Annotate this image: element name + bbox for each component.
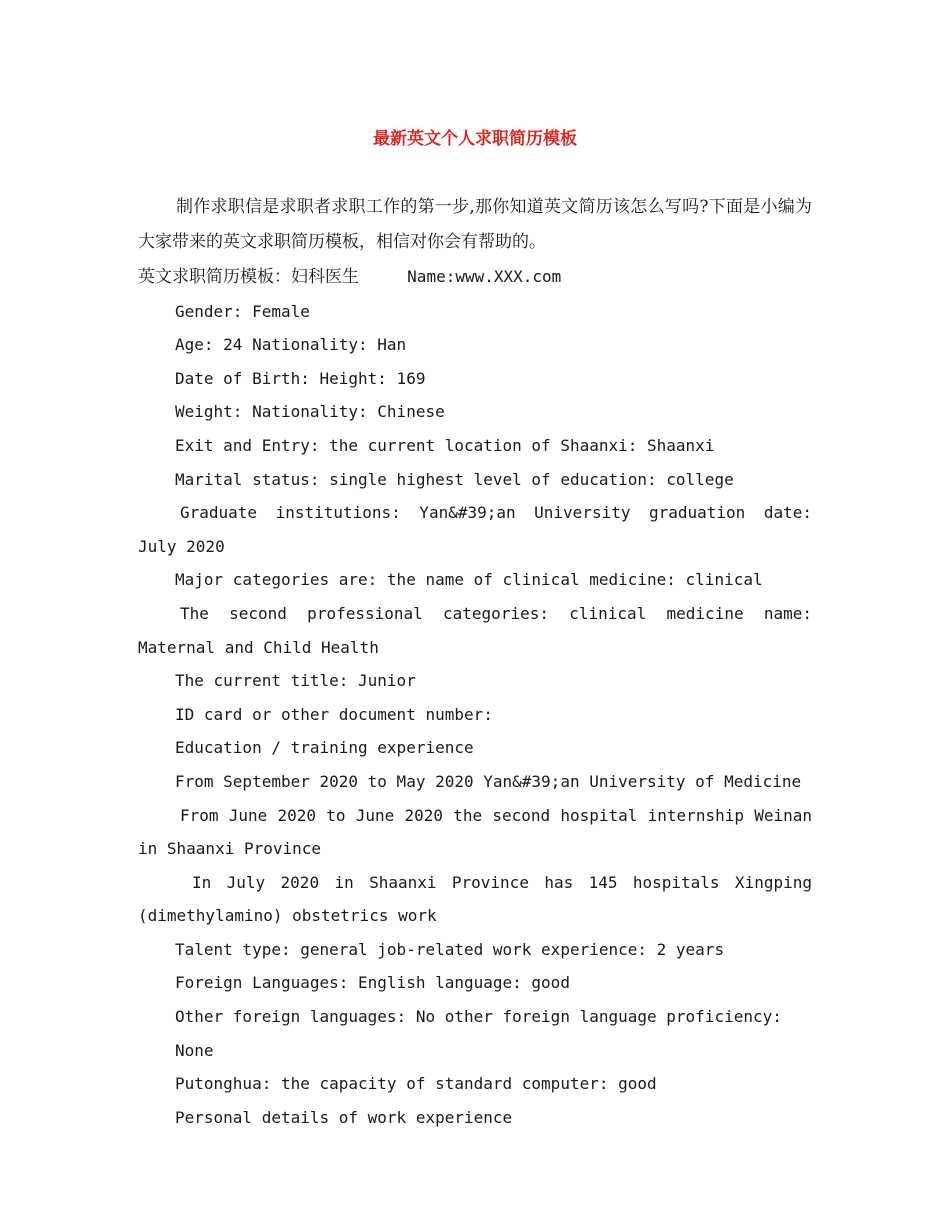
- template-heading-line: [138, 260, 812, 295]
- education-heading-line: Education / training experience: [175, 738, 474, 758]
- name-field: Name:www.XXX.com: [407, 267, 562, 286]
- id-card-line: ID card or other document number:: [175, 704, 493, 724]
- template-heading: 英文求职简历模板：妇科医生: [138, 267, 359, 287]
- other-languages-line: Other foreign languages: No other foreign language proficiency: None: [175, 1007, 792, 1060]
- birth-height-line: Date of Birth: Height: 169: [175, 368, 426, 388]
- gender-line: Gender: Female: [175, 301, 310, 321]
- putonghua-line: Putonghua: the capacity of standard computer: good: [175, 1074, 657, 1094]
- document-title: 最新英文个人求职简历模板: [373, 129, 577, 149]
- work-experience-heading-line: Personal details of work experience: [175, 1107, 513, 1127]
- foreign-language-line: Foreign Languages: English language: good: [175, 973, 570, 993]
- location-line: Exit and Entry: the current location of Shaanxi: Shaanxi: [175, 435, 715, 455]
- age-line: Age: 24 Nationality: Han: [175, 335, 407, 355]
- document-body: [138, 190, 822, 1134]
- intro-paragraph: 制作求职信是求职者求职工作的第一步,那你知道英文简历该怎么写吗?下面是小编为大家带来的英文求职简历模板，相信对你会有帮助的。: [138, 197, 812, 252]
- talent-type-line: Talent type: general job-related work experience: 2 years: [175, 939, 725, 959]
- weight-line: Weight: Nationality: Chinese: [175, 402, 445, 422]
- major-categories-line: Major categories are: the name of clinical medicine: clinical: [175, 570, 763, 590]
- work-entry-1: In July 2020 in Shaanxi Province has 145 hospitals Xingping (dimethylamino) obstetrics work: [138, 872, 822, 926]
- marital-status-line: Marital status: single highest level of education: college: [175, 469, 734, 489]
- graduate-institution-line: Graduate institutions: Yan&#39;an University graduation date: July 2020: [138, 503, 822, 556]
- education-entry-1: From September 2020 to May 2020 Yan&#39;an University of Medicine: [175, 771, 802, 791]
- education-entry-2: From June 2020 to June 2020 the second hospital internship Weinan in Shaanxi Province: [138, 805, 822, 859]
- second-professional-line: The second professional categories: clinical medicine name: Maternal and Child Health: [138, 603, 822, 657]
- current-title-line: The current title: Junior: [175, 671, 416, 691]
